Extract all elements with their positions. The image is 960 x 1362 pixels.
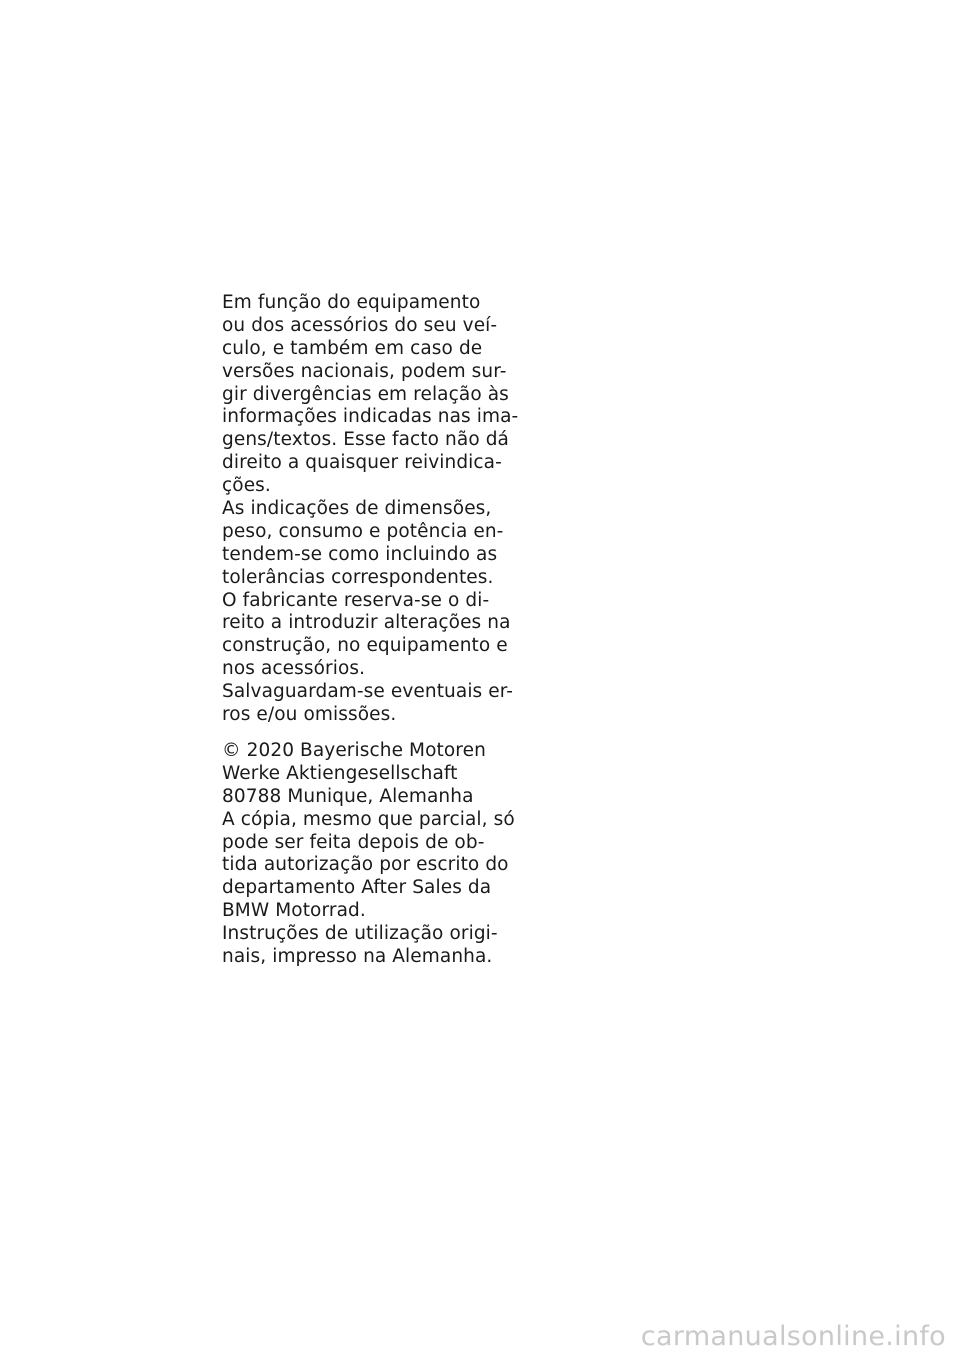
text-line: As indicações de dimensões,	[222, 498, 492, 520]
text-line: versões nacionais, podem sur-	[222, 360, 507, 382]
text-line: BMW Motorrad.	[222, 900, 366, 922]
disclaimer-text	[222, 292, 519, 727]
text-line: construção, no equipamento e	[222, 635, 508, 657]
text-line: Salvaguardam-se eventuais er-	[222, 681, 514, 703]
text-line: nais, impresso na Alemanha.	[222, 946, 493, 968]
text-line: Instruções de utilização origi-	[222, 923, 498, 945]
text-line: culo, e também em caso de	[222, 337, 483, 359]
text-line: © 2020 Bayerische Motoren	[222, 740, 486, 761]
text-line: ros e/ou omissões.	[222, 704, 397, 726]
text-line: departamento After Sales da	[222, 877, 492, 899]
text-line: reito a introduzir alterações na	[222, 612, 511, 634]
text-line: peso, consumo e potência en-	[222, 520, 504, 542]
text-line: ou dos acessórios do seu veí-	[222, 314, 498, 336]
text-line: direito a quaisquer reivindica-	[222, 452, 502, 474]
text-line: informações indicadas nas ima-	[222, 406, 519, 428]
text-line: tendem-se como incluindo as	[222, 543, 498, 565]
text-line: ções.	[222, 475, 271, 497]
text-line: pode ser feita depois de ob-	[222, 831, 485, 853]
text-line: 80788 Munique, Alemanha	[222, 785, 474, 807]
copyright-text	[222, 740, 515, 969]
watermark: carmanualsonline.info	[640, 1321, 946, 1352]
text-line: Werke Aktiengesellschaft	[222, 762, 458, 784]
text-line: gens/textos. Esse facto não dá	[222, 429, 509, 451]
text-line: Em função do equipamento	[222, 292, 481, 313]
text-line: nos acessórios.	[222, 658, 366, 680]
text-line: O fabricante reserva-se o di-	[222, 589, 490, 611]
text-line: tida autorização por escrito do	[222, 854, 509, 876]
text-line: gir divergências em relação às	[222, 383, 509, 405]
text-line: A cópia, mesmo que parcial, só	[222, 808, 515, 830]
text-line: tolerâncias correspondentes.	[222, 566, 494, 588]
